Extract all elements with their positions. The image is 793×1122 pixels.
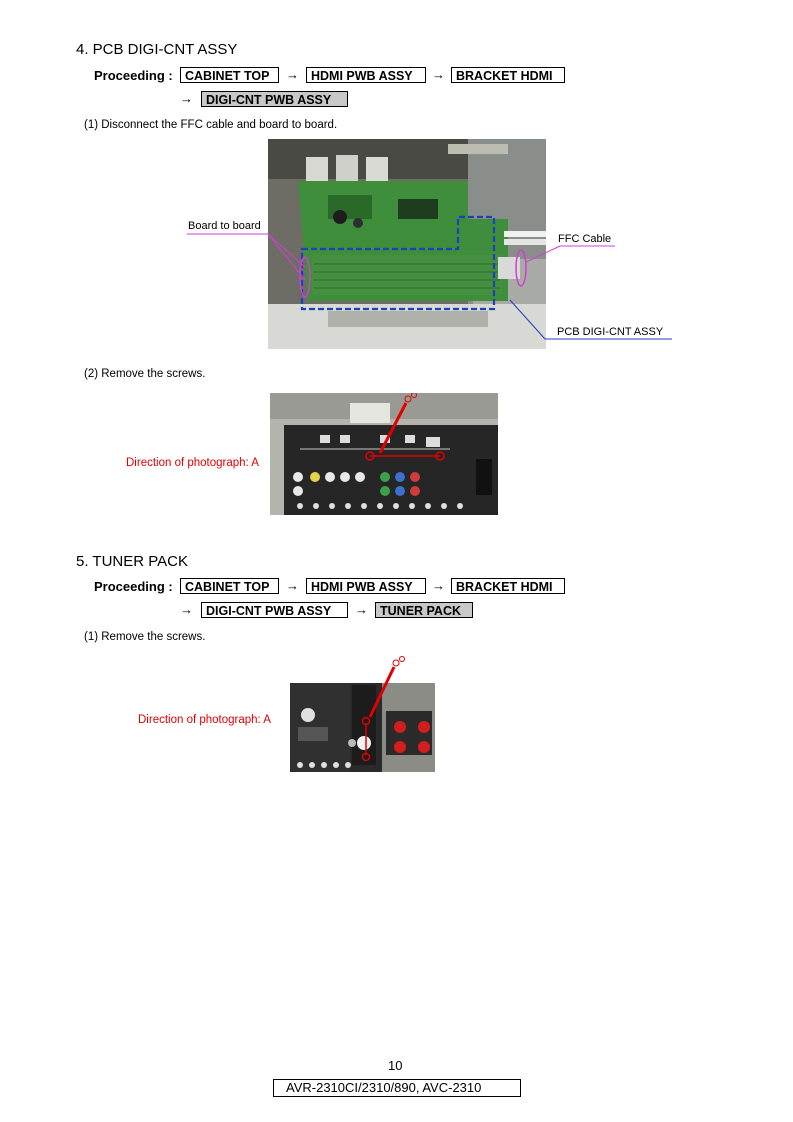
callout-board-to-board: Board to board	[188, 220, 261, 232]
section4-step-digi-cnt-pwb-assy: DIGI-CNT PWB ASSY	[201, 91, 348, 107]
section4-proceeding-label: Proceeding :	[94, 68, 173, 83]
model-number-box: AVR-2310CI/2310/890, AVC-2310	[273, 1079, 521, 1097]
arrow-icon: →	[432, 67, 445, 82]
section5-proceeding-label: Proceeding :	[94, 579, 173, 594]
section5-direction-label: Direction of photograph: A	[138, 714, 271, 726]
arrow-icon: →	[432, 578, 445, 593]
section5-step-bracket-hdmi: BRACKET HDMI	[451, 578, 565, 594]
arrow-icon: →	[286, 67, 299, 82]
section4-step-hdmi-pwb-assy: HDMI PWB ASSY	[306, 67, 426, 83]
tuner-pack-photo-a	[290, 655, 435, 772]
section5-step-cabinet-top: CABINET TOP	[180, 578, 279, 594]
callout-ffc-cable: FFC Cable	[558, 233, 612, 245]
section4-instruction-2: (2) Remove the screws.	[84, 368, 206, 380]
callout-lines	[0, 0, 793, 400]
section4-direction-label: Direction of photograph: A	[126, 457, 259, 469]
section4-instruction-1: (1) Disconnect the FFC cable and board to board.	[84, 119, 338, 131]
section4-step-cabinet-top: CABINET TOP	[180, 67, 279, 83]
section5-step-digi-cnt-pwb-assy: DIGI-CNT PWB ASSY	[201, 602, 348, 618]
callout-pcb-digi-cnt-assy: PCB DIGI-CNT ASSY	[557, 326, 664, 338]
section5-title: 5. TUNER PACK	[76, 553, 188, 570]
section5-step-tuner-pack: TUNER PACK	[375, 602, 473, 618]
arrow-icon: →	[355, 602, 368, 617]
section4-title: 4. PCB DIGI-CNT ASSY	[76, 41, 238, 58]
section5-step-hdmi-pwb-assy: HDMI PWB ASSY	[306, 578, 426, 594]
rear-panel-photo-a	[270, 393, 498, 515]
page-number: 10	[388, 1058, 403, 1073]
arrow-icon: →	[286, 578, 299, 593]
section5-instruction-1: (1) Remove the screws.	[84, 631, 206, 643]
arrow-icon: →	[180, 602, 193, 617]
arrow-icon: →	[180, 91, 193, 106]
section4-step-bracket-hdmi: BRACKET HDMI	[451, 67, 565, 83]
